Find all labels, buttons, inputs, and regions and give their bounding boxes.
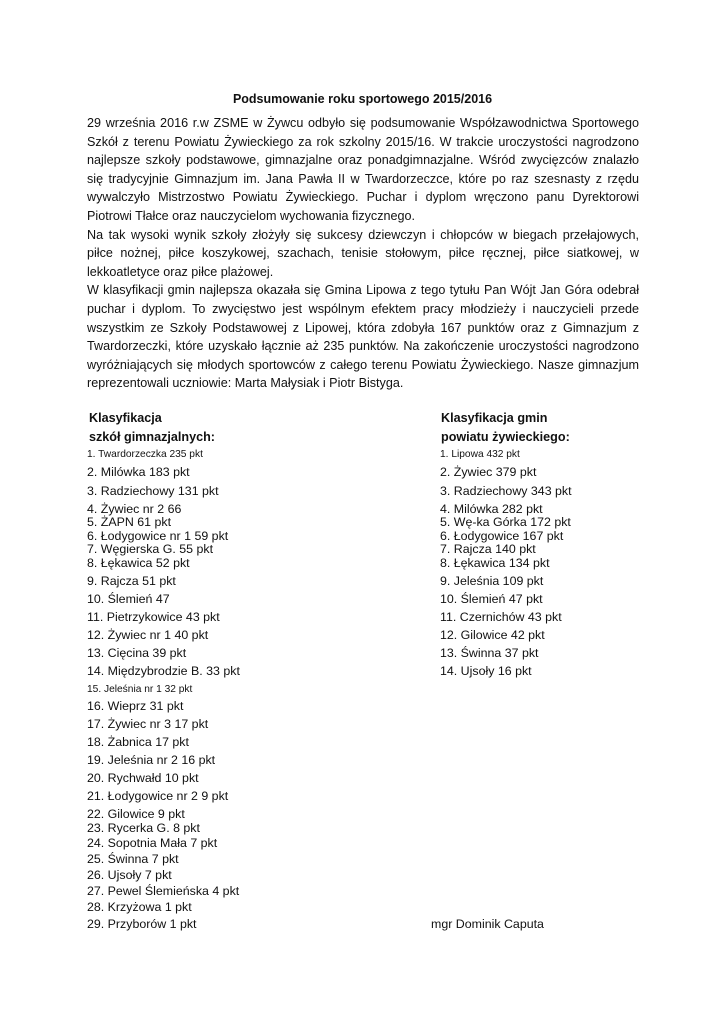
list-item: 3. Radziechowy 343 pkt <box>440 484 572 498</box>
list-item: 7. Rajcza 140 pkt <box>440 542 536 556</box>
list-item: 15. Jeleśnia nr 1 32 pkt <box>87 684 193 695</box>
document-title: Podsumowanie roku sportowego 2015/2016 <box>232 92 493 106</box>
list-item: 25. Świnna 7 pkt <box>87 852 179 866</box>
list-item: 11. Czernichów 43 pkt <box>440 610 562 624</box>
list-item: 13. Świnna 37 pkt <box>440 646 539 660</box>
list-item: 9. Rajcza 51 pkt <box>87 574 176 588</box>
list-item: 14. Międzybrodzie B. 33 pkt <box>87 664 240 678</box>
list-item: 2. Milówka 183 pkt <box>87 465 190 479</box>
list-item: 23. Rycerka G. 8 pkt <box>87 821 200 835</box>
list-item: 12. Gilowice 42 pkt <box>440 628 545 642</box>
list-item: 27. Pewel Ślemieńska 4 pkt <box>87 884 240 898</box>
list-item: 22. Gilowice 9 pkt <box>87 807 185 821</box>
list-item: 9. Jeleśnia 109 pkt <box>440 574 544 588</box>
document-body <box>87 114 639 393</box>
list-item: 5. Wę-ka Górka 172 pkt <box>440 515 571 529</box>
list-item: 18. Żabnica 17 pkt <box>87 735 189 749</box>
signature: mgr Dominik Caputa <box>431 917 544 931</box>
list-item: 26. Ujsoły 7 pkt <box>87 868 172 882</box>
list-item: 4. Milówka 282 pkt <box>440 502 543 516</box>
list-item: 1. Lipowa 432 pkt <box>440 449 520 460</box>
list-item: 29. Przyborów 1 pkt <box>87 917 197 931</box>
list-item: 17. Żywiec nr 3 17 pkt <box>87 717 209 731</box>
right-heading <box>441 409 570 447</box>
list-item: 6. Łodygowice 167 pkt <box>440 529 564 543</box>
list-item: 7. Węgierska G. 55 pkt <box>87 542 214 556</box>
list-item: 1. Twardorzeczka 235 pkt <box>87 449 203 460</box>
right-heading-line2: powiatu żywieckiego: <box>441 430 570 444</box>
paragraph-results: Na tak wysoki wynik szkoły złożyły się sukcesy dziewczyn i chłopców w biegach przełajowych, piłce nożnej, piłce koszykowej, szachach, tenisie stołowym, piłce ręcznej, piłce siatkowej, w lekkoatletyce oraz piłce plażowej. <box>87 227 639 279</box>
list-item: 5. ŻAPN 61 pkt <box>87 515 172 529</box>
list-item: 16. Wieprz 31 pkt <box>87 699 184 713</box>
list-item: 28. Krzyżowa 1 pkt <box>87 900 192 914</box>
list-item: 19. Jeleśnia nr 2 16 pkt <box>87 753 216 767</box>
list-item: 3. Radziechowy 131 pkt <box>87 484 219 498</box>
left-heading-line1: Klasyfikacja <box>89 411 162 425</box>
list-item: 8. Łękawica 52 pkt <box>87 556 190 570</box>
list-item: 21. Łodygowice nr 2 9 pkt <box>87 789 229 803</box>
list-item: 24. Sopotnia Mała 7 pkt <box>87 836 218 850</box>
paragraph-communes: W klasyfikacji gmin najlepsza okazała się Gmina Lipowa z tego tytułu Pan Wójt Jan Góra odebrał puchar i dyplom. To zwycięstwo jest wspólnym efektem pracy młodzieży i nauczycieli przede wszystkim ze Szkoły Podstawowej z Lipowej, która zdobyła 167 punktów oraz z Gimnazjum z Twardorzeczki, które uzyskało łącznie aż 235 punktów. Na zakończenie uroczystości nagrodzono wyróżniających się młodych sportowców z całego terenu Powiatu Żywieckiego. Nasze gimnazjum reprezentowali uczniowie: Marta Małysiak i Piotr Bistyga. <box>87 283 639 391</box>
list-item: 10. Ślemień 47 pkt <box>440 592 543 606</box>
left-heading-line2: szkół gimnazjalnych: <box>89 430 215 444</box>
list-item: 11. Pietrzykowice 43 pkt <box>87 610 220 624</box>
list-item: 20. Rychwałd 10 pkt <box>87 771 199 785</box>
list-item: 14. Ujsoły 16 pkt <box>440 664 532 678</box>
list-item: 2. Żywiec 379 pkt <box>440 465 537 479</box>
paragraph-intro: 29 września 2016 r.w ZSME w Żywcu odbyło się podsumowanie Współzawodnictwa Sportowego Szkół z terenu Powiatu Żywieckiego za rok szkolny 2015/16. W trakcie uroczystości nagrodzono najlepsze szkoły podstawowe, gimnazjalne oraz ponadgimnazjalne. Wśród zwycięzców znalazło się tradycyjnie Gimnazjum im. Jana Pawła II w Twardorzeczce, które po raz szesnasty z rzędu wywalczyło Mistrzostwo Powiatu Żywieckiego. Puchar i dyplom wręczono panu Dyrektorowi Piotrowi Tłałce oraz nauczycielom wychowania fizycznego. <box>87 116 639 223</box>
right-heading-line1: Klasyfikacja gmin <box>441 411 548 425</box>
list-item: 6. Łodygowice nr 1 59 pkt <box>87 529 229 543</box>
list-item: 12. Żywiec nr 1 40 pkt <box>87 628 209 642</box>
list-item: 10. Ślemień 47 <box>87 592 170 606</box>
list-item: 13. Cięcina 39 pkt <box>87 646 187 660</box>
left-heading <box>89 409 215 447</box>
list-item: 8. Łękawica 134 pkt <box>440 556 550 570</box>
list-item: 4. Żywiec nr 2 66 <box>87 502 182 516</box>
